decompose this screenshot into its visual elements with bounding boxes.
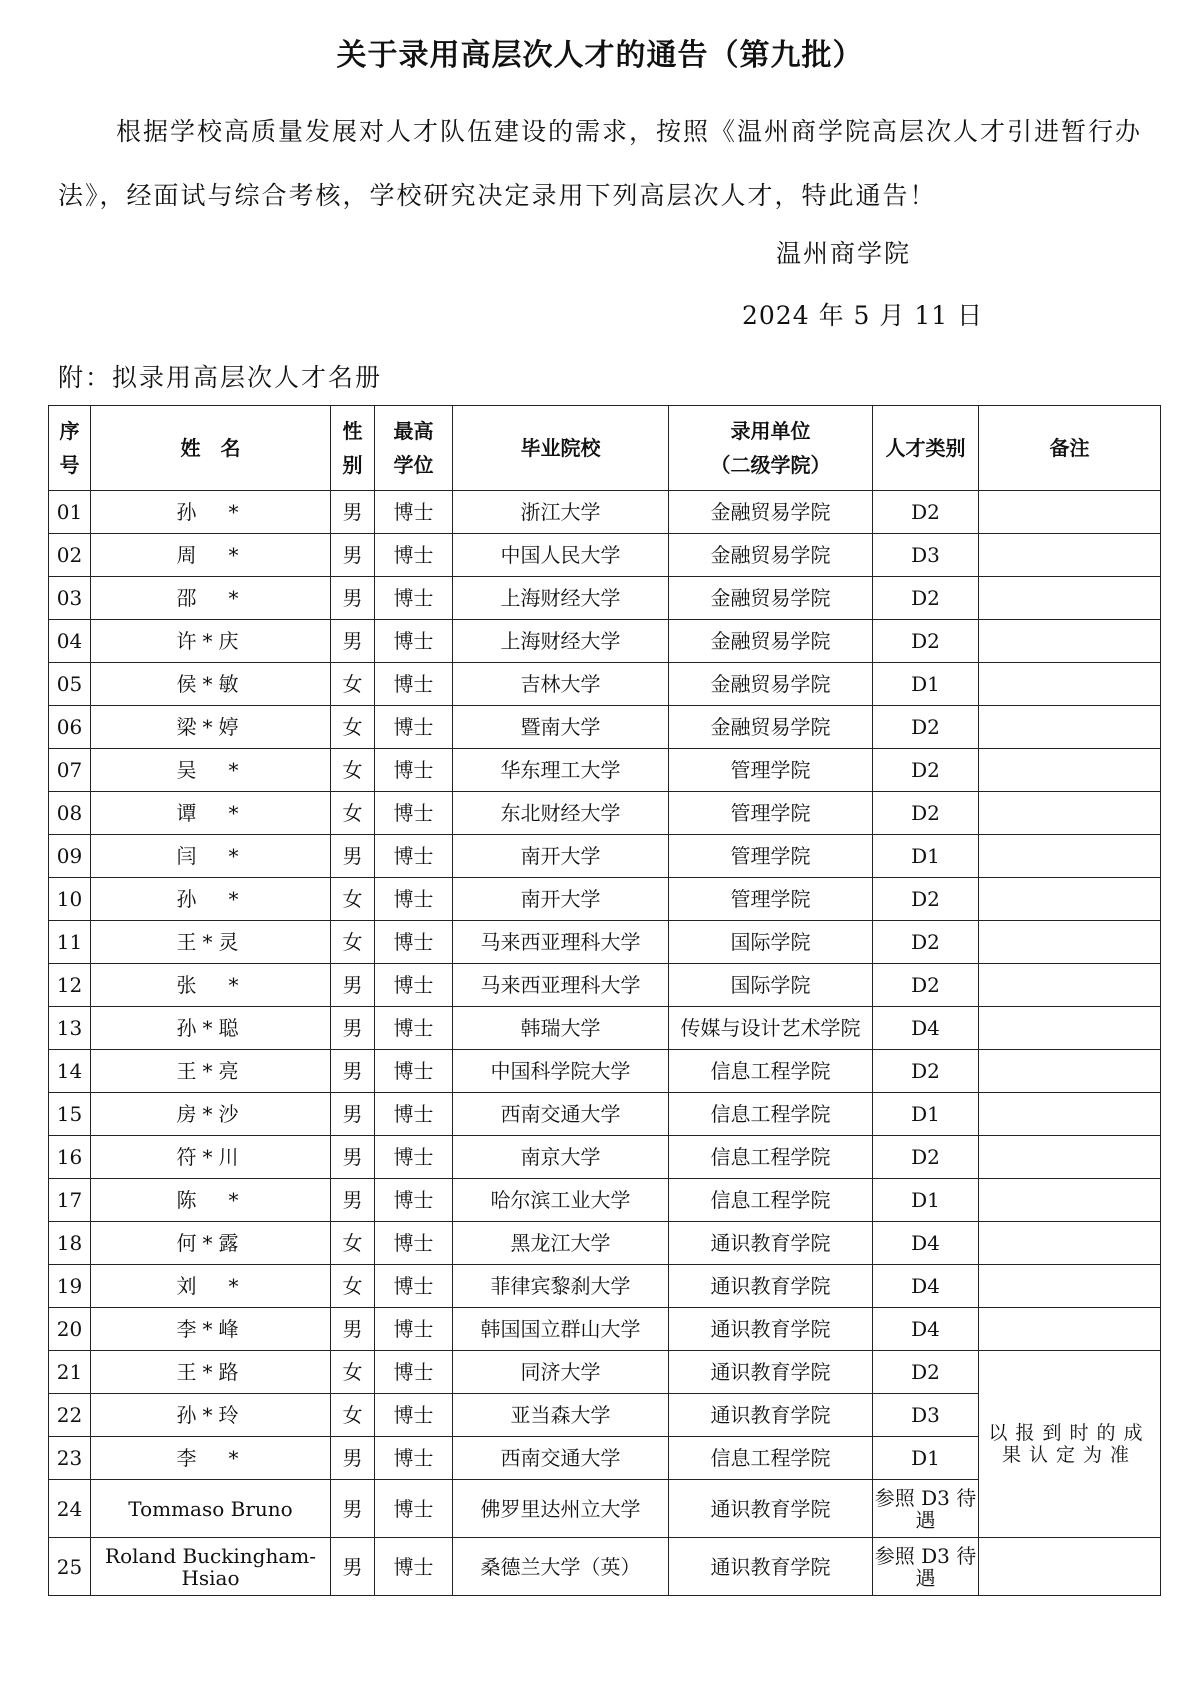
cell-unit: 金融贸易学院 bbox=[669, 663, 873, 706]
header-gender-line1: 性 bbox=[342, 419, 363, 443]
cell-category: D3 bbox=[873, 534, 979, 577]
cell-school: 西南交通大学 bbox=[453, 1093, 669, 1136]
cell-category: D2 bbox=[873, 878, 979, 921]
cell-name: Roland Buckingham-Hsiao bbox=[91, 1538, 331, 1596]
cell-remark bbox=[979, 1050, 1161, 1093]
issue-date: 2024 年 5 月 11 日 bbox=[742, 301, 984, 330]
cell-unit: 国际学院 bbox=[669, 964, 873, 1007]
cell-school: 同济大学 bbox=[453, 1351, 669, 1394]
cell-category: D1 bbox=[873, 1179, 979, 1222]
cell-school: 哈尔滨工业大学 bbox=[453, 1179, 669, 1222]
cell-unit: 信息工程学院 bbox=[669, 1136, 873, 1179]
cell-no: 01 bbox=[49, 491, 91, 534]
cell-name: 谭 * bbox=[91, 792, 331, 835]
cell-school: 中国科学院大学 bbox=[453, 1050, 669, 1093]
cell-school: 暨南大学 bbox=[453, 706, 669, 749]
cell-no: 16 bbox=[49, 1136, 91, 1179]
cell-unit: 金融贸易学院 bbox=[669, 491, 873, 534]
cell-name: 孙*聪 bbox=[91, 1007, 331, 1050]
cell-school: 中国人民大学 bbox=[453, 534, 669, 577]
cell-school: 南开大学 bbox=[453, 835, 669, 878]
table-row bbox=[49, 749, 1161, 792]
cell-name: 何*露 bbox=[91, 1222, 331, 1265]
cell-no: 21 bbox=[49, 1351, 91, 1394]
cell-gender: 男 bbox=[331, 1136, 375, 1179]
cell-name: 周 * bbox=[91, 534, 331, 577]
table-row bbox=[49, 1351, 1161, 1394]
cell-unit: 通识教育学院 bbox=[669, 1480, 873, 1538]
cell-school: 桑德兰大学（英） bbox=[453, 1538, 669, 1596]
header-remark: 备注 bbox=[979, 406, 1161, 491]
header-no-line1: 序 bbox=[59, 419, 80, 443]
table-row bbox=[49, 835, 1161, 878]
cell-school: 南京大学 bbox=[453, 1136, 669, 1179]
header-gender-line2: 别 bbox=[342, 453, 363, 477]
cell-school: 佛罗里达州立大学 bbox=[453, 1480, 669, 1538]
cell-no: 05 bbox=[49, 663, 91, 706]
cell-remark bbox=[979, 964, 1161, 1007]
cell-name: 王*灵 bbox=[91, 921, 331, 964]
attachment-title: 附：拟录用高层次人才名册 bbox=[58, 363, 383, 392]
cell-category: D1 bbox=[873, 835, 979, 878]
cell-unit: 通识教育学院 bbox=[669, 1265, 873, 1308]
table-row bbox=[49, 921, 1161, 964]
cell-remark bbox=[979, 1136, 1161, 1179]
cell-degree: 博士 bbox=[375, 835, 453, 878]
cell-unit: 金融贸易学院 bbox=[669, 620, 873, 663]
cell-school: 西南交通大学 bbox=[453, 1437, 669, 1480]
cell-category: D4 bbox=[873, 1007, 979, 1050]
cell-category: D1 bbox=[873, 663, 979, 706]
cell-remark bbox=[979, 749, 1161, 792]
header-category: 人才类别 bbox=[873, 406, 979, 491]
cell-name: 王*路 bbox=[91, 1351, 331, 1394]
cell-school: 吉林大学 bbox=[453, 663, 669, 706]
cell-school: 亚当森大学 bbox=[453, 1394, 669, 1437]
cell-gender: 男 bbox=[331, 620, 375, 663]
cell-remark-merged: 以报到时的成果认定为准 bbox=[979, 1351, 1161, 1538]
cell-category: D2 bbox=[873, 964, 979, 1007]
table-row bbox=[49, 792, 1161, 835]
header-gender bbox=[331, 406, 375, 491]
cell-unit: 通识教育学院 bbox=[669, 1394, 873, 1437]
cell-remark bbox=[979, 620, 1161, 663]
cell-degree: 博士 bbox=[375, 878, 453, 921]
cell-remark bbox=[979, 491, 1161, 534]
cell-unit: 信息工程学院 bbox=[669, 1437, 873, 1480]
cell-school: 马来西亚理科大学 bbox=[453, 964, 669, 1007]
cell-unit: 管理学院 bbox=[669, 835, 873, 878]
cell-school: 上海财经大学 bbox=[453, 620, 669, 663]
cell-remark bbox=[979, 1222, 1161, 1265]
cell-remark bbox=[979, 835, 1161, 878]
cell-unit: 金融贸易学院 bbox=[669, 706, 873, 749]
cell-no: 04 bbox=[49, 620, 91, 663]
cell-name: 刘 * bbox=[91, 1265, 331, 1308]
cell-gender: 女 bbox=[331, 878, 375, 921]
cell-gender: 男 bbox=[331, 964, 375, 1007]
cell-degree: 博士 bbox=[375, 1093, 453, 1136]
cell-category: D4 bbox=[873, 1308, 979, 1351]
cell-name: 侯*敏 bbox=[91, 663, 331, 706]
table-body bbox=[49, 491, 1161, 1596]
cell-unit: 通识教育学院 bbox=[669, 1308, 873, 1351]
cell-remark bbox=[979, 534, 1161, 577]
cell-no: 13 bbox=[49, 1007, 91, 1050]
table-row bbox=[49, 1538, 1161, 1596]
table-row bbox=[49, 1179, 1161, 1222]
table-row bbox=[49, 534, 1161, 577]
cell-no: 25 bbox=[49, 1538, 91, 1596]
cell-name: 梁*婷 bbox=[91, 706, 331, 749]
cell-gender: 男 bbox=[331, 835, 375, 878]
cell-gender: 男 bbox=[331, 1480, 375, 1538]
cell-category: D2 bbox=[873, 491, 979, 534]
cell-category: D2 bbox=[873, 577, 979, 620]
cell-remark bbox=[979, 706, 1161, 749]
cell-gender: 男 bbox=[331, 577, 375, 620]
cell-degree: 博士 bbox=[375, 921, 453, 964]
cell-name: 邵 * bbox=[91, 577, 331, 620]
cell-gender: 女 bbox=[331, 663, 375, 706]
header-school: 毕业院校 bbox=[453, 406, 669, 491]
cell-remark bbox=[979, 878, 1161, 921]
header-degree-line2: 学位 bbox=[393, 453, 434, 477]
cell-no: 14 bbox=[49, 1050, 91, 1093]
talent-roster-table bbox=[48, 405, 1161, 1596]
cell-gender: 女 bbox=[331, 1222, 375, 1265]
cell-gender: 女 bbox=[331, 1351, 375, 1394]
cell-gender: 男 bbox=[331, 491, 375, 534]
cell-remark bbox=[979, 1007, 1161, 1050]
table-row bbox=[49, 620, 1161, 663]
header-unit-line2: （二级学院） bbox=[710, 453, 831, 477]
cell-unit: 国际学院 bbox=[669, 921, 873, 964]
cell-name: 许*庆 bbox=[91, 620, 331, 663]
cell-no: 02 bbox=[49, 534, 91, 577]
cell-unit: 信息工程学院 bbox=[669, 1093, 873, 1136]
table-header-row bbox=[49, 406, 1161, 491]
cell-category: D3 bbox=[873, 1394, 979, 1437]
cell-name: Tommaso Bruno bbox=[91, 1480, 331, 1538]
cell-name: 陈 * bbox=[91, 1179, 331, 1222]
cell-name: 李*峰 bbox=[91, 1308, 331, 1351]
table-row bbox=[49, 1093, 1161, 1136]
cell-category: D2 bbox=[873, 1136, 979, 1179]
cell-degree: 博士 bbox=[375, 620, 453, 663]
cell-gender: 男 bbox=[331, 1437, 375, 1480]
cell-degree: 博士 bbox=[375, 1265, 453, 1308]
cell-gender: 女 bbox=[331, 792, 375, 835]
header-unit bbox=[669, 406, 873, 491]
cell-category: 参照 D3 待遇 bbox=[873, 1538, 979, 1596]
cell-degree: 博士 bbox=[375, 1394, 453, 1437]
cell-no: 09 bbox=[49, 835, 91, 878]
cell-degree: 博士 bbox=[375, 1351, 453, 1394]
cell-school: 黑龙江大学 bbox=[453, 1222, 669, 1265]
cell-unit: 管理学院 bbox=[669, 792, 873, 835]
cell-gender: 男 bbox=[331, 1007, 375, 1050]
cell-degree: 博士 bbox=[375, 964, 453, 1007]
cell-category: D1 bbox=[873, 1437, 979, 1480]
cell-remark bbox=[979, 792, 1161, 835]
cell-degree: 博士 bbox=[375, 792, 453, 835]
cell-category: D2 bbox=[873, 1050, 979, 1093]
header-degree bbox=[375, 406, 453, 491]
cell-degree: 博士 bbox=[375, 706, 453, 749]
intro-paragraph: 根据学校高质量发展对人才队伍建设的需求，按照《温州商学院高层次人才引进暂行办法》，经面试与综合考核，学校研究决定录用下列高层次人才，特此通告！ bbox=[58, 117, 1143, 210]
cell-gender: 女 bbox=[331, 749, 375, 792]
cell-name: 王*亮 bbox=[91, 1050, 331, 1093]
cell-gender: 男 bbox=[331, 1050, 375, 1093]
cell-degree: 博士 bbox=[375, 1179, 453, 1222]
cell-category: D2 bbox=[873, 921, 979, 964]
cell-unit: 信息工程学院 bbox=[669, 1179, 873, 1222]
cell-degree: 博士 bbox=[375, 491, 453, 534]
cell-category: D2 bbox=[873, 1351, 979, 1394]
cell-school: 韩国国立群山大学 bbox=[453, 1308, 669, 1351]
cell-school: 马来西亚理科大学 bbox=[453, 921, 669, 964]
cell-school: 东北财经大学 bbox=[453, 792, 669, 835]
table-row bbox=[49, 1050, 1161, 1093]
table-row bbox=[49, 1265, 1161, 1308]
cell-degree: 博士 bbox=[375, 1480, 453, 1538]
cell-no: 15 bbox=[49, 1093, 91, 1136]
cell-name: 孙*玲 bbox=[91, 1394, 331, 1437]
cell-no: 10 bbox=[49, 878, 91, 921]
cell-school: 南开大学 bbox=[453, 878, 669, 921]
cell-remark bbox=[979, 1093, 1161, 1136]
cell-no: 08 bbox=[49, 792, 91, 835]
cell-name: 李 * bbox=[91, 1437, 331, 1480]
table-row bbox=[49, 577, 1161, 620]
cell-name: 闫 * bbox=[91, 835, 331, 878]
cell-gender: 男 bbox=[331, 1308, 375, 1351]
cell-unit: 管理学院 bbox=[669, 878, 873, 921]
cell-unit: 通识教育学院 bbox=[669, 1538, 873, 1596]
header-no bbox=[49, 406, 91, 491]
cell-gender: 女 bbox=[331, 706, 375, 749]
cell-no: 18 bbox=[49, 1222, 91, 1265]
cell-remark bbox=[979, 663, 1161, 706]
cell-category: D2 bbox=[873, 706, 979, 749]
table-row bbox=[49, 1222, 1161, 1265]
cell-category: 参照 D3 待遇 bbox=[873, 1480, 979, 1538]
cell-name: 符*川 bbox=[91, 1136, 331, 1179]
cell-degree: 博士 bbox=[375, 577, 453, 620]
cell-no: 11 bbox=[49, 921, 91, 964]
cell-remark bbox=[979, 1308, 1161, 1351]
table-row bbox=[49, 706, 1161, 749]
cell-degree: 博士 bbox=[375, 1308, 453, 1351]
cell-school: 菲律宾黎刹大学 bbox=[453, 1265, 669, 1308]
cell-remark bbox=[979, 1538, 1161, 1596]
table-row bbox=[49, 491, 1161, 534]
cell-unit: 管理学院 bbox=[669, 749, 873, 792]
table-row bbox=[49, 663, 1161, 706]
cell-gender: 男 bbox=[331, 534, 375, 577]
cell-no: 06 bbox=[49, 706, 91, 749]
table-row bbox=[49, 878, 1161, 921]
cell-school: 上海财经大学 bbox=[453, 577, 669, 620]
cell-unit: 通识教育学院 bbox=[669, 1222, 873, 1265]
cell-degree: 博士 bbox=[375, 1222, 453, 1265]
cell-gender: 男 bbox=[331, 1538, 375, 1596]
cell-no: 19 bbox=[49, 1265, 91, 1308]
cell-gender: 女 bbox=[331, 1394, 375, 1437]
cell-name: 房*沙 bbox=[91, 1093, 331, 1136]
cell-remark bbox=[979, 577, 1161, 620]
cell-name: 吴 * bbox=[91, 749, 331, 792]
cell-category: D2 bbox=[873, 749, 979, 792]
cell-category: D4 bbox=[873, 1222, 979, 1265]
table-row bbox=[49, 964, 1161, 1007]
cell-unit: 信息工程学院 bbox=[669, 1050, 873, 1093]
cell-category: D4 bbox=[873, 1265, 979, 1308]
issuer-name: 温州商学院 bbox=[776, 239, 912, 268]
cell-unit: 金融贸易学院 bbox=[669, 534, 873, 577]
cell-name: 孙 * bbox=[91, 878, 331, 921]
cell-unit: 通识教育学院 bbox=[669, 1351, 873, 1394]
table-row bbox=[49, 1308, 1161, 1351]
cell-gender: 男 bbox=[331, 1093, 375, 1136]
header-name: 姓 名 bbox=[91, 406, 331, 491]
cell-no: 17 bbox=[49, 1179, 91, 1222]
cell-no: 24 bbox=[49, 1480, 91, 1538]
cell-degree: 博士 bbox=[375, 534, 453, 577]
cell-degree: 博士 bbox=[375, 749, 453, 792]
cell-degree: 博士 bbox=[375, 663, 453, 706]
table-row bbox=[49, 1136, 1161, 1179]
cell-category: D1 bbox=[873, 1093, 979, 1136]
header-degree-line1: 最高 bbox=[393, 419, 434, 443]
cell-category: D2 bbox=[873, 620, 979, 663]
table-row bbox=[49, 1007, 1161, 1050]
page-title: 关于录用高层次人才的通告（第九批） bbox=[336, 38, 864, 73]
cell-degree: 博士 bbox=[375, 1050, 453, 1093]
cell-no: 12 bbox=[49, 964, 91, 1007]
cell-degree: 博士 bbox=[375, 1437, 453, 1480]
header-no-line2: 号 bbox=[59, 453, 80, 477]
cell-no: 20 bbox=[49, 1308, 91, 1351]
cell-school: 韩瑞大学 bbox=[453, 1007, 669, 1050]
cell-no: 23 bbox=[49, 1437, 91, 1480]
cell-gender: 女 bbox=[331, 921, 375, 964]
cell-no: 07 bbox=[49, 749, 91, 792]
cell-unit: 传媒与设计艺术学院 bbox=[669, 1007, 873, 1050]
cell-category: D2 bbox=[873, 792, 979, 835]
cell-degree: 博士 bbox=[375, 1007, 453, 1050]
cell-degree: 博士 bbox=[375, 1538, 453, 1596]
cell-name: 张 * bbox=[91, 964, 331, 1007]
cell-degree: 博士 bbox=[375, 1136, 453, 1179]
cell-school: 浙江大学 bbox=[453, 491, 669, 534]
cell-name: 孙 * bbox=[91, 491, 331, 534]
cell-remark bbox=[979, 1265, 1161, 1308]
header-unit-line1: 录用单位 bbox=[730, 419, 811, 443]
cell-remark bbox=[979, 1179, 1161, 1222]
cell-school: 华东理工大学 bbox=[453, 749, 669, 792]
cell-remark bbox=[979, 921, 1161, 964]
cell-gender: 女 bbox=[331, 1265, 375, 1308]
cell-unit: 金融贸易学院 bbox=[669, 577, 873, 620]
cell-no: 03 bbox=[49, 577, 91, 620]
cell-no: 22 bbox=[49, 1394, 91, 1437]
cell-gender: 男 bbox=[331, 1179, 375, 1222]
